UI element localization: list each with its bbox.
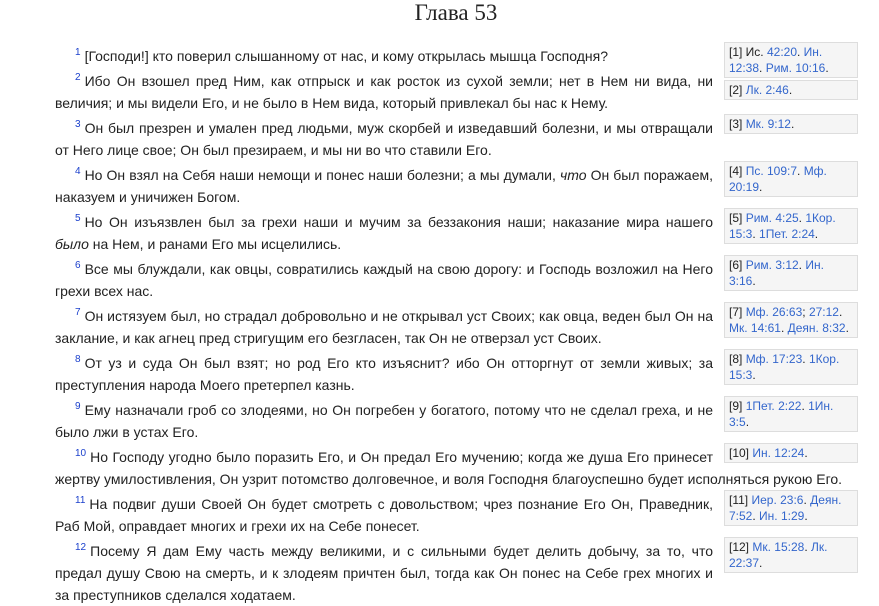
verse-text: Он был презрен и умален пред людьми, муж скорбей и изведавший болезни, и мы отвращали от Него лице свое; Он был презираем, и мы ни во что ставили Его. (55, 120, 713, 158)
reference-link[interactable]: Ин. 12:38 (729, 45, 823, 75)
note-label: [4] (729, 164, 746, 178)
note-label: [2] (729, 83, 746, 97)
chapter-text (55, 42, 858, 606)
note-11: [11] Иер. 23:6. Деян. 7:52. Ин. 1:29. (724, 490, 858, 526)
reference-link[interactable]: Иер. 23:6 (751, 493, 804, 507)
reference-link[interactable]: Лк. 22:37 (729, 540, 828, 570)
reference-link[interactable]: 1Ин. 3:5 (729, 399, 834, 429)
note-label: [11] (729, 493, 752, 507)
note-label: [10] (729, 446, 753, 460)
reference-link[interactable]: Ин. 12:24 (752, 446, 805, 460)
note-2: [2] Лк. 2:46. (724, 80, 858, 100)
reference-link[interactable]: Мк. 15:28 (752, 540, 805, 554)
verse-6 (55, 255, 858, 302)
verse-number[interactable]: 9 (75, 401, 81, 412)
chapter-title: Глава 53 (414, 0, 498, 25)
reference-link[interactable]: Мк. 9:12 (745, 117, 791, 131)
verse-text: на Нем, и ранами Его мы исцелились. (88, 236, 342, 252)
reference-link[interactable]: Пс. 109:7 (745, 164, 798, 178)
verse-9 (55, 396, 858, 443)
verse-4 (55, 161, 858, 208)
verse-text: Но Он изъязвлен был за грехи наши и мучим за беззакония наши; наказание мира нашего (84, 214, 713, 230)
verse-number[interactable]: 2 (75, 72, 81, 83)
note-3: [3] Мк. 9:12. (724, 114, 858, 134)
verse-text: Посему Я дам Ему часть между великими, и с сильными будет делить добычу, за то, что предал душу Свою на смерть, и к злодеям причтен был, тогда как Он понес на Себе грех многих и за преступников сделался ходатаем. (55, 543, 713, 603)
verse-number[interactable]: 8 (75, 354, 81, 365)
note-8: [8] Мф. 17:23. 1Кор. 15:3. (724, 349, 858, 385)
reference-link[interactable]: 42:20 (766, 45, 797, 59)
reference-link[interactable]: Ин. 1:29 (759, 509, 805, 523)
note-4: [4] Пс. 109:7. Мф. 20:19. (724, 161, 858, 197)
verse-text: Он был поражаем, наказуем и уничижен Богом. (55, 167, 713, 205)
verse-text: Но Он взял на Себя наши немощи и понес наши болезни; а мы думали, (84, 167, 560, 183)
verse-text: Все мы блуждали, как овцы, совратились каждый на свою дорогу: и Господь возложил на Него грехи всех нас. (55, 261, 713, 299)
verse-11 (55, 490, 858, 537)
reference-link[interactable]: Ин. 3:16 (729, 258, 824, 288)
note-5: [5] Рим. 4:25. 1Кор. 15:3. 1Пет. 2:24. (724, 208, 858, 244)
verse-3 (55, 114, 858, 161)
reference-link[interactable]: 1Пет. 2:22 (745, 399, 802, 413)
reference-link[interactable]: 1Пет. 2:24 (759, 227, 815, 241)
reference-link[interactable]: Рим. 4:25 (745, 211, 799, 225)
verse-text: что (559, 167, 587, 183)
verse-text: Он истязуем был, но страдал добровольно и не открывал уст Своих; как овца, веден был Он на заклание, и как агнец пред стригущим его безгласен, так Он не отверзал уст Своих. (55, 308, 713, 346)
note-9: [9] 1Пет. 2:22. 1Ин. 3:5. (724, 396, 858, 432)
note-label: [12] (729, 540, 753, 554)
verse-text: Ему назначали гроб со злодеями, но Он погребен у богатого, потому что не сделал греха, и не было лжи в устах Его. (55, 402, 713, 440)
verse-number[interactable]: 10 (75, 448, 87, 459)
reference-link[interactable]: 1Кор. 15:3 (729, 352, 840, 382)
note-6: [6] Рим. 3:12. Ин. 3:16. (724, 255, 858, 291)
reference-link[interactable]: Деян. 8:32 (787, 321, 846, 335)
note-label: [9] (729, 399, 746, 413)
verse-1 (55, 42, 858, 75)
verse-number[interactable]: 7 (75, 307, 81, 318)
note-label: [3] (729, 117, 746, 131)
verse-number[interactable]: 5 (75, 213, 81, 224)
verse-number[interactable]: 11 (75, 495, 86, 506)
verse-number[interactable]: 3 (75, 119, 81, 130)
verse-number[interactable]: 12 (75, 542, 87, 553)
verse-10 (55, 443, 858, 490)
verse-7 (55, 302, 858, 349)
reference-link[interactable]: Деян. 7:52 (729, 493, 842, 523)
note-7: [7] Мф. 26:63; 27:12. Мк. 14:61. Деян. 8:32. (724, 302, 858, 338)
note-12: [12] Мк. 15:28. Лк. 22:37. (724, 537, 858, 573)
note-label: [5] (729, 211, 746, 225)
note-label: [6] (729, 258, 746, 272)
reference-link[interactable]: Мк. 14:61 (729, 321, 781, 335)
note-1: [1] Ис. 42:20. Ин. 12:38. Рим. 10:16. (724, 42, 858, 78)
note-label: [1] Ис. (729, 45, 767, 59)
note-label: [8] (729, 352, 746, 366)
verse-text: Ибо Он взошел пред Ним, как отпрыск и как росток из сухой земли; нет в Нем ни вида, ни величия; и мы видели Его, и не было в Нем вида, который привлекал бы нас к Нему. (55, 73, 713, 111)
reference-link[interactable]: 1Кор. 15:3 (729, 211, 836, 241)
verse-text: Но Господу угодно было поразить Его, и Он предал Его мучению; когда же душа Его принесет жертву умилостивления, Он узрит потомство долговечное, и воля Господня благоуспешно будет исполняться рукою Его. (55, 449, 843, 487)
verse-text: [Господи!] кто поверил слышанному от нас, и кому открылась мышца Господня? (84, 48, 608, 64)
reference-link[interactable]: Лк. 2:46 (745, 83, 789, 97)
reference-link[interactable]: Рим. 3:12 (745, 258, 799, 272)
note-label: [7] (729, 305, 746, 319)
verse-number[interactable]: 4 (75, 166, 81, 177)
verse-number[interactable]: 6 (75, 260, 81, 271)
reference-link[interactable]: Рим. 10:16 (765, 61, 826, 75)
verse-text: было (55, 236, 89, 252)
verse-12 (55, 537, 858, 606)
reference-link[interactable]: Мф. 17:23 (745, 352, 803, 366)
reference-link[interactable]: Мф. 26:63 (745, 305, 803, 319)
reference-link[interactable]: 27:12 (808, 305, 839, 319)
verse-5 (55, 208, 858, 255)
verse-text: От уз и суда Он был взят; но род Его кто изъяснит? ибо Он отторгнут от земли живых; за преступления народа Моего претерпел казнь. (55, 355, 713, 393)
verse-8 (55, 349, 858, 396)
note-10: [10] Ин. 12:24. (724, 443, 858, 463)
verse-text: На подвиг души Своей Он будет смотреть с довольством; чрез познание Его Он, Праведник, Раб Мой, оправдает многих и грехи их на Себе понесет. (55, 496, 713, 534)
verse-number[interactable]: 1 (75, 47, 81, 58)
reference-link[interactable]: Мф. 20:19 (729, 164, 827, 194)
